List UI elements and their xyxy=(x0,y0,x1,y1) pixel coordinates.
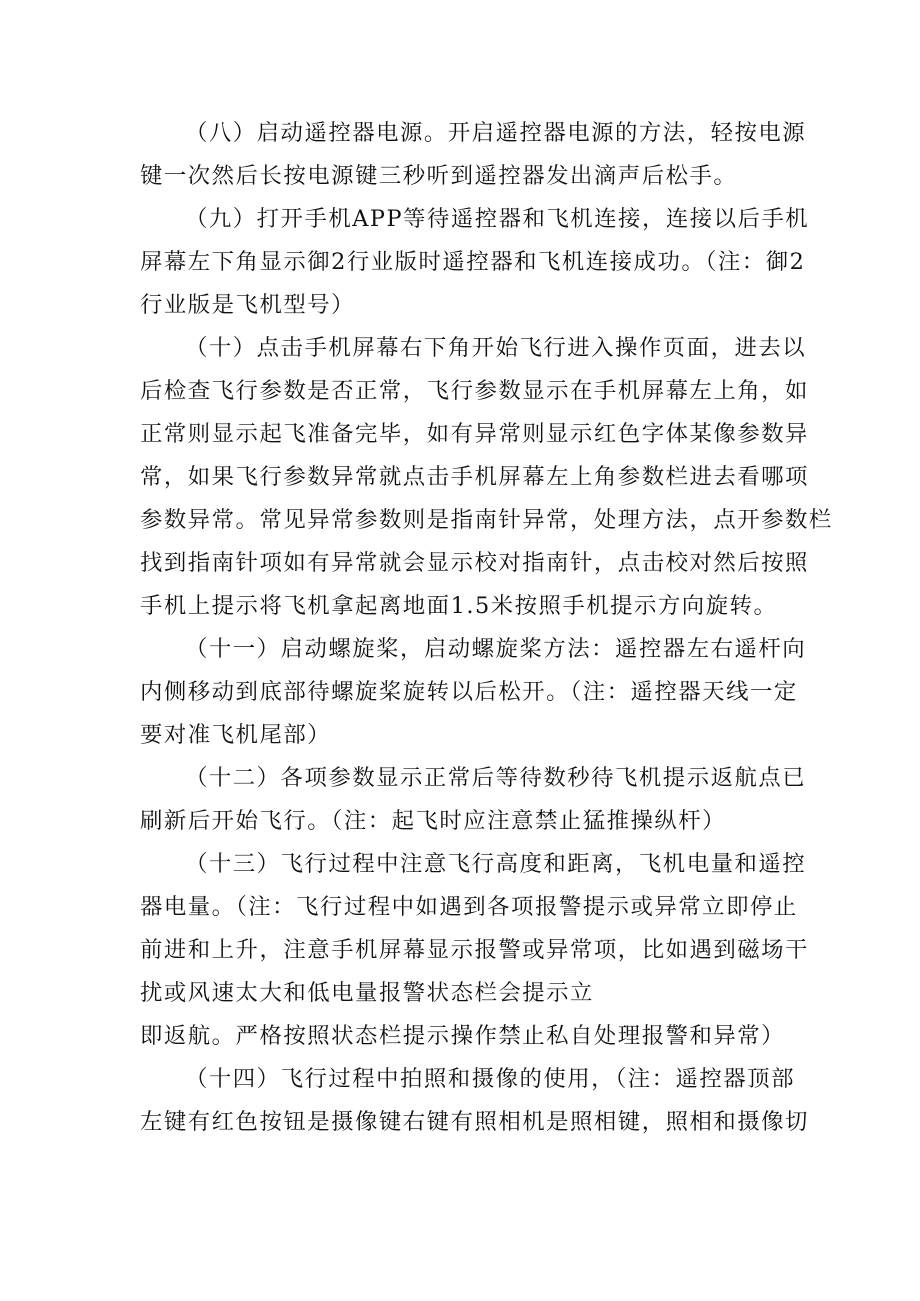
text-line: 手机上提示将飞机拿起离地面1.5米按照手机提示方向旋转。 xyxy=(140,593,778,619)
text-line: 要对准飞机尾部） xyxy=(140,722,332,748)
text-line: （十一）启动螺旋桨，启动螺旋桨方法：遥控器左右遥杆向 xyxy=(185,636,807,662)
text-line: 正常则显示起飞准备完毕，如有异常则显示红色字体某像参数异 xyxy=(140,421,809,447)
text-line: 找到指南针项如有异常就会显示校对指南针，点击校对然后按照 xyxy=(140,550,809,576)
text-line: 常，如果飞行参数异常就点击手机屏幕左上角参数栏进去看哪项 xyxy=(140,464,809,490)
text-line: 键一次然后长按电源键三秒听到遥控器发出滴声后松手。 xyxy=(140,163,738,189)
text-line: 内侧移动到底部待螺旋桨旋转以后松开。（注：遥控器天线一定 xyxy=(140,679,798,705)
text-line: 左键有红色按钮是摄像键右键有照相机是照相键，照相和摄像切 xyxy=(140,1109,809,1135)
text-line: 前进和上升，注意手机屏幕显示报警或异常项，比如遇到磁场干 xyxy=(140,937,809,963)
text-line: （十四）飞行过程中拍照和摄像的使用，（注：遥控器顶部 xyxy=(185,1066,795,1092)
text-line: 行业版是飞机型号） xyxy=(140,292,356,318)
text-line: （八）启动遥控器电源。开启遥控器电源的方法，轻按电源 xyxy=(185,120,807,146)
text-line: 刷新后开始飞行。（注：起飞时应注意禁止猛推操纵杆） xyxy=(140,808,727,834)
text-line: （九）打开手机APP等待遥控器和飞机连接，连接以后手机 xyxy=(185,206,810,232)
text-line: 参数异常。常见异常参数则是指南针异常，处理方法，点开参数栏 xyxy=(140,507,833,533)
text-line: 扰或风速太大和低电量报警状态栏会提示立 xyxy=(140,980,594,1006)
text-line: 即返航。严格按照状态栏提示操作禁止私自处理报警和异常） xyxy=(140,1023,786,1049)
text-line: 后检查飞行参数是否正常，飞行参数显示在手机屏幕左上角，如 xyxy=(140,378,809,404)
text-line: （十）点击手机屏幕右下角开始飞行进入操作页面，进去以 xyxy=(185,335,807,361)
text-line: （十三）飞行过程中注意飞行高度和距离，飞机电量和遥控 xyxy=(185,851,807,877)
text-line: 屏幕左下角显示御2行业版时遥控器和飞机连接成功。（注：御2 xyxy=(140,249,806,275)
text-line: （十二）各项参数显示正常后等待数秒待飞机提示返航点已 xyxy=(185,765,807,791)
text-line: 器电量。（注：飞行过程中如遇到各项报警提示或异常立即停止 xyxy=(140,894,798,920)
